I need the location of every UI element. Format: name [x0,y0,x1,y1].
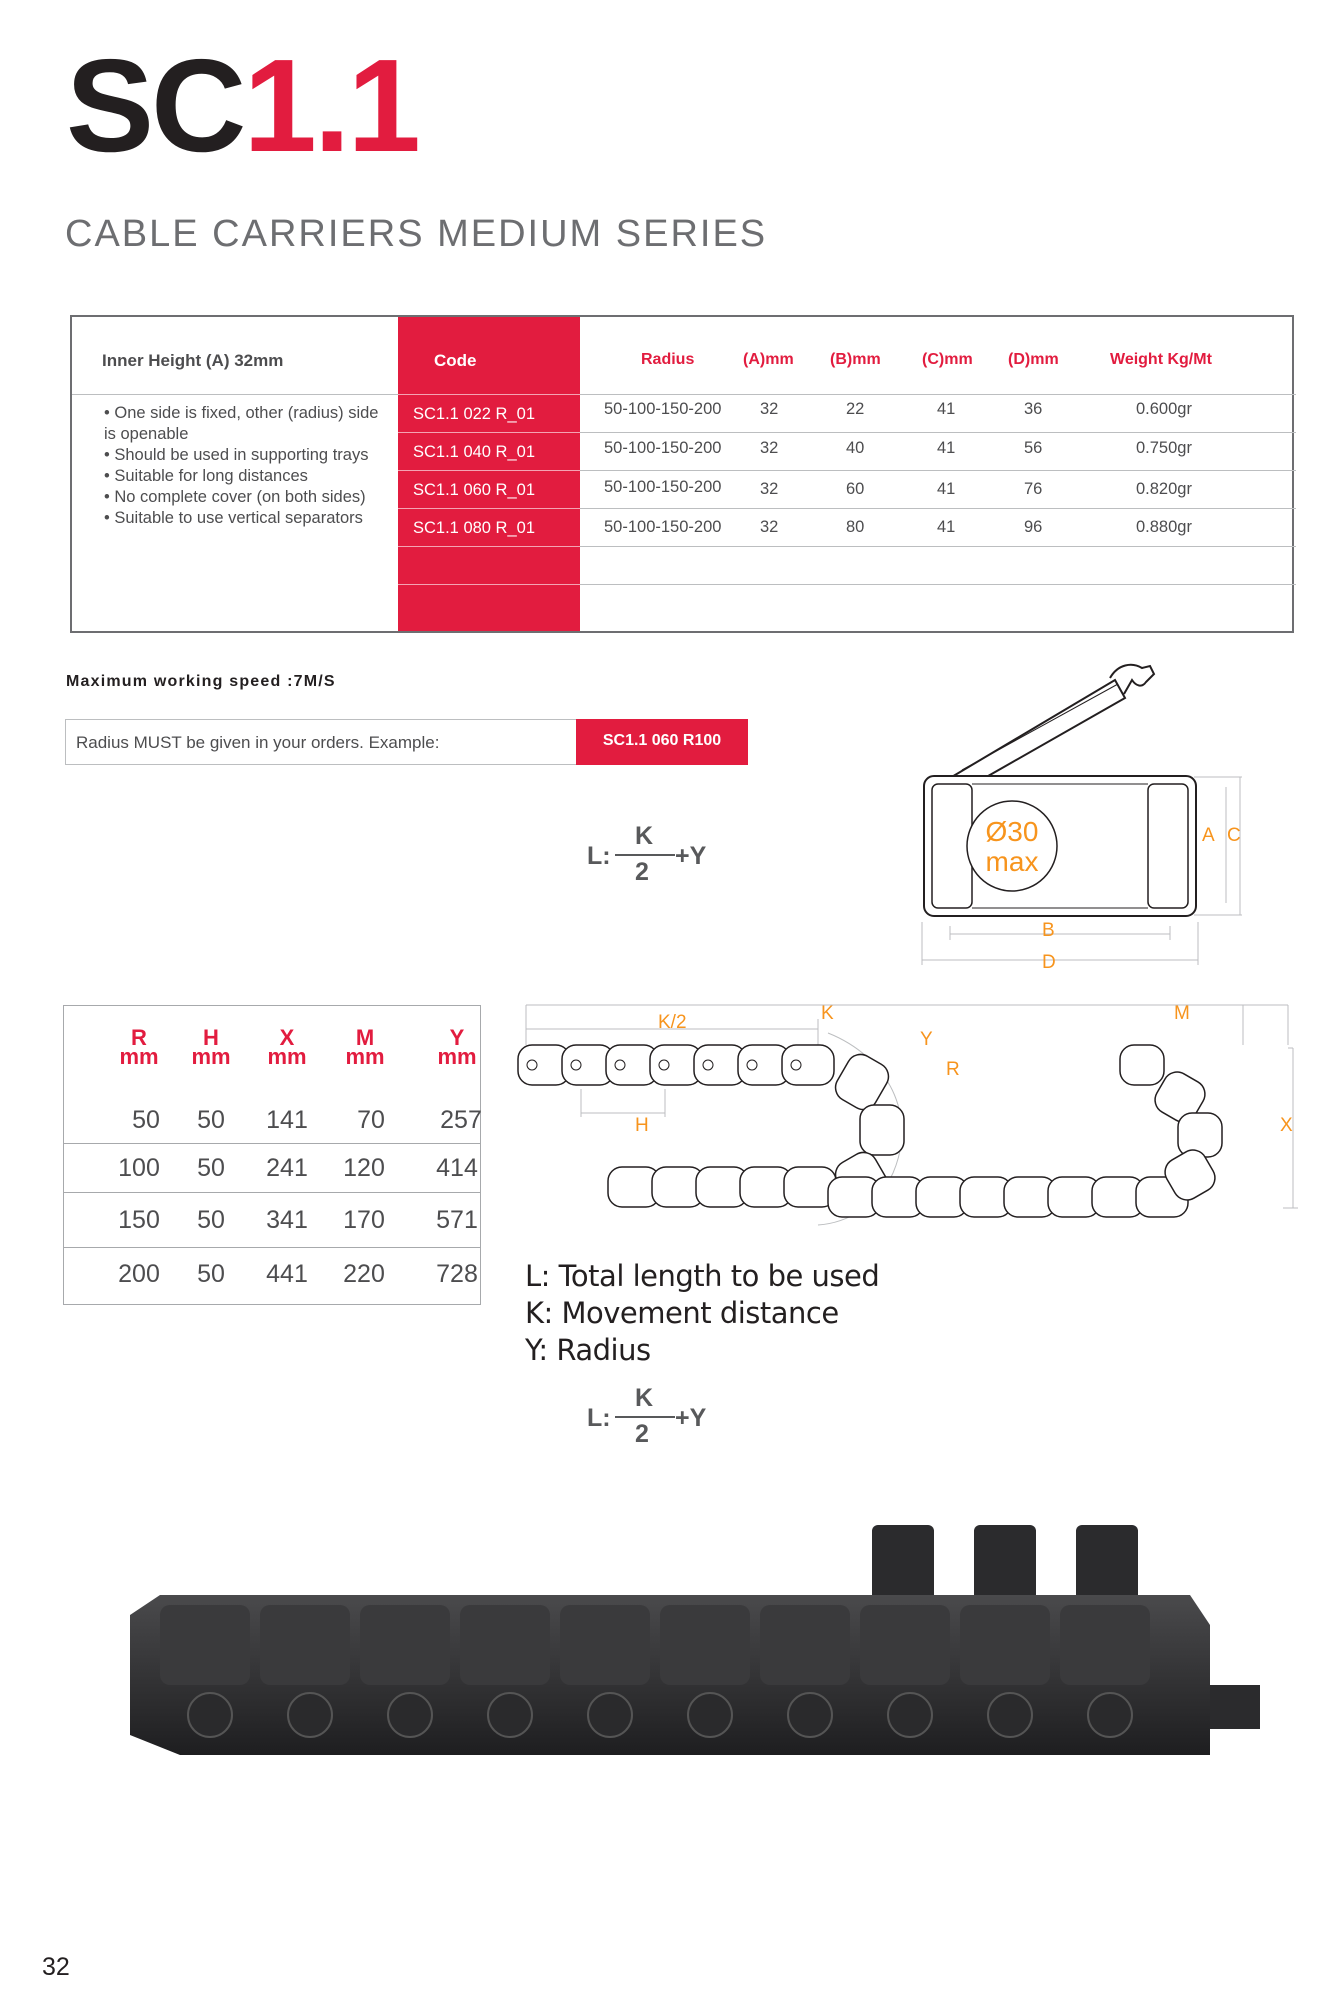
radius-cell: 50-100-150-200 [604,439,722,457]
diameter-value: Ø30 [985,816,1039,847]
lid-line [962,684,1118,770]
dim-label-a: A [1202,825,1215,846]
table-cell: 341 [266,1206,308,1234]
col-header-r: R mm [119,1025,159,1069]
spec-info-column [72,317,398,631]
row-divider [580,432,1296,433]
weight-cell: 0.750gr [1136,439,1192,457]
code-cell [398,508,580,546]
open-cover [1076,1525,1138,1605]
order-example-box [65,719,747,765]
label-h: H [635,1115,649,1136]
table-cell: 50 [197,1106,225,1134]
table-cell: 141 [266,1106,308,1134]
inner-height-label: Inner Height (A) 32mm [102,351,284,370]
table-cell: 50 [197,1260,225,1288]
c-cell: 41 [937,439,956,457]
b-cell: 22 [846,400,865,418]
table-cell: 70 [357,1106,385,1134]
feature-item: • One side is fixed, other (radius) side is openable [104,404,379,443]
feature-item: • Suitable to use vertical separators [104,509,363,527]
table-cell: 200 [118,1260,160,1288]
spec-table [70,315,1294,633]
table-cell: 50 [197,1206,225,1234]
code-cell [398,432,580,470]
radius-dimension-table [63,1005,481,1305]
formula-denominator: 2 [635,858,649,886]
end-bracket [1210,1685,1260,1729]
c-header: (C)mm [922,351,973,368]
table-cell: 220 [343,1260,385,1288]
table-cell: 241 [266,1154,308,1182]
table-cell: 441 [266,1260,308,1288]
a-cell: 32 [760,439,779,457]
legend [525,1258,879,1369]
weight-cell: 0.600gr [1136,400,1192,418]
d-cell: 96 [1024,518,1043,536]
legend-l: L: Total length to be used [525,1259,880,1293]
label-y: Y [920,1029,933,1050]
legend-k: K: Movement distance [525,1296,839,1330]
table-cell: 571 [436,1206,478,1234]
code-text: SC1.1 022 R_01 [413,405,536,423]
radius-cell: 50-100-150-200 [604,478,722,496]
page-subtitle: CABLE CARRIERS MEDIUM SERIES [65,213,768,255]
link-body [924,776,1196,916]
table-cell: 50 [132,1106,160,1134]
product-illustration [100,1515,1300,1775]
page-title [66,32,418,179]
radius-cell: 50-100-150-200 [604,518,722,536]
fraction-bar [615,1416,675,1418]
table-cell: 100 [118,1154,160,1182]
length-formula [587,822,717,892]
order-example-code-box [576,719,748,765]
table-cell: 728 [436,1260,478,1288]
weight-cell: 0.880gr [1136,518,1192,536]
b-header: (B)mm [830,351,881,368]
cross-section-diagram [910,660,1250,980]
code-cell-empty [398,546,580,584]
open-cover [974,1525,1036,1605]
title-suffix: 1.1 [243,32,418,179]
a-cell: 32 [760,480,779,498]
label-m: M [1174,1003,1190,1024]
table-cell: 120 [343,1154,385,1182]
max-speed-note: Maximum working speed :7M/S [66,673,336,690]
c-cell: 41 [937,480,956,498]
row-divider [64,1247,480,1248]
formula-lhs: L: [587,842,611,870]
b-cell: 40 [846,439,865,457]
weight-cell: 0.820gr [1136,480,1192,498]
label-k: K [821,1003,834,1024]
table-cell: 50 [197,1154,225,1182]
title-prefix: SC [66,32,244,179]
c-cell: 41 [937,400,956,418]
code-text: SC1.1 080 R_01 [413,519,536,537]
code-cell-empty [398,584,580,622]
dim-label-c: C [1227,825,1241,846]
order-example-text: Radius MUST be given in your orders. Example: [76,733,440,752]
radius-cell: 50-100-150-200 [604,400,722,418]
open-cover [872,1525,934,1605]
length-formula-repeat [587,1384,717,1454]
label-k-half: K/2 [658,1012,687,1033]
diameter-unit: max [985,846,1039,877]
row-divider [580,470,1296,471]
row-divider [580,394,1296,395]
weight-header: Weight Kg/Mt [1110,351,1212,368]
divider [72,394,398,395]
label-x: X [1280,1115,1293,1136]
d-cell: 56 [1024,439,1043,457]
code-cell [398,470,580,508]
row-divider [64,1192,480,1193]
a-cell: 32 [760,518,779,536]
row-divider [580,584,1296,585]
col-header-h: H mm [191,1025,231,1069]
page-number: 32 [42,1953,70,1981]
table-cell: 414 [436,1154,478,1182]
dim-label-d: D [1042,952,1056,973]
row-divider [580,546,1296,547]
chain-links-top [518,1045,834,1085]
feature-item: • Should be used in supporting trays [104,446,369,464]
label-r: R [946,1059,960,1080]
table-cell: 257 [440,1106,482,1134]
code-text: SC1.1 040 R_01 [413,443,536,461]
table-cell: 170 [343,1206,385,1234]
row-divider [580,508,1296,509]
fraction-bar [615,854,675,856]
code-text: SC1.1 060 R_01 [413,481,536,499]
b-cell: 80 [846,518,865,536]
formula-rhs: +Y [675,1404,707,1432]
legend-y: Y: Radius [525,1333,651,1367]
order-example-code: SC1.1 060 R100 [602,732,722,749]
feature-list [104,403,394,529]
d-header: (D)mm [1008,351,1059,368]
feature-item: • Suitable for long distances [104,467,308,485]
col-header-x: X mm [267,1025,307,1069]
formula-denominator: 2 [635,1420,649,1448]
a-header: (A)mm [743,351,794,368]
a-cell: 32 [760,400,779,418]
d-cell: 76 [1024,480,1043,498]
code-cell [398,394,580,432]
feature-item: • No complete cover (on both sides) [104,488,366,506]
chain-layout-diagram [508,995,1308,1245]
col-header-m: M mm [345,1025,385,1069]
code-header: Code [434,351,477,370]
radius-header: Radius [641,351,695,368]
d-cell: 36 [1024,400,1043,418]
formula-numerator: K [635,822,654,850]
row-divider [64,1143,480,1144]
table-cell: 150 [118,1206,160,1234]
formula-numerator: K [635,1384,654,1412]
b-cell: 60 [846,480,865,498]
formula-rhs: +Y [675,842,707,870]
col-header-y: Y mm [437,1025,477,1069]
code-column [398,317,580,631]
dim-label-b: B [1042,920,1055,941]
chain-links-bottom [608,1167,1188,1217]
formula-lhs: L: [587,1404,611,1432]
c-cell: 41 [937,518,956,536]
